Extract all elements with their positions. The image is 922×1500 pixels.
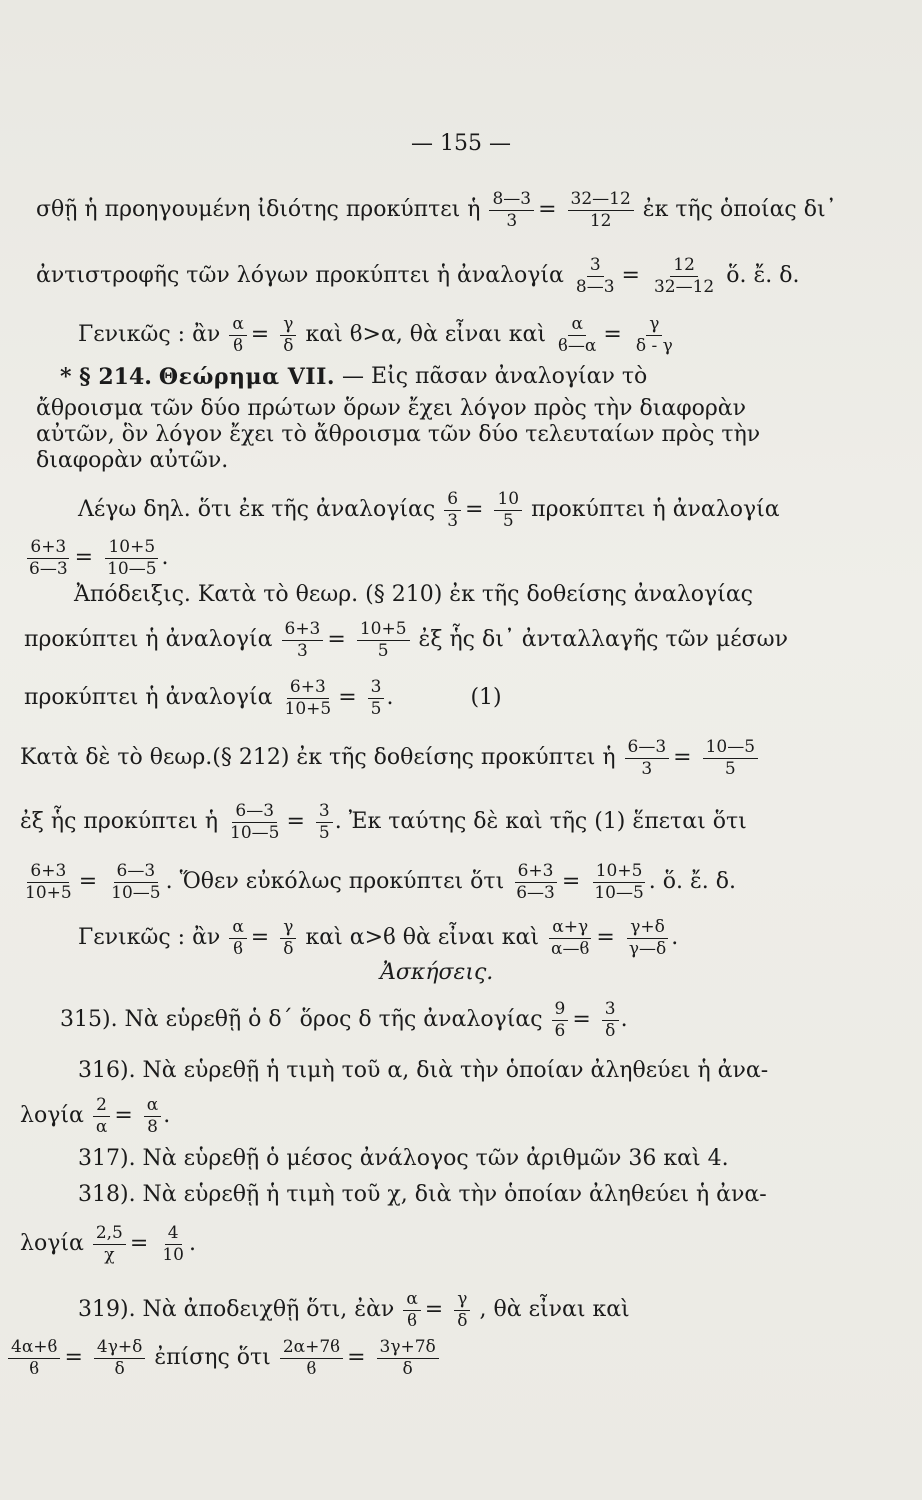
exercise-318: 318). Νὰ εὑρεθῇ ἡ τιμὴ τοῦ χ, διὰ τὴν ὁποίαν ἀληθεύει ἡ ἀνα-	[78, 1182, 767, 1207]
fraction: $\frac{3}{5}$	[368, 678, 385, 718]
text-line-11: προκύπτει ἡ ἀναλογία $\frac{6+3}{3}$ = $\frac{10+5}{5}$ ἐξ ἧς δι᾿ ἀνταλλαγῆς τῶν μέσων	[24, 619, 788, 661]
line-text: Ὅθεν εὐκόλως προκύπτει ὅτι	[179, 869, 505, 895]
line-text: λογία	[20, 1103, 84, 1129]
line-text: σθῇ ἡ προηγουμένη ἰδιότης προκύπτει ἡ	[36, 197, 481, 223]
fraction: $\frac{6—3}{10—5}$	[230, 801, 280, 843]
text-line-15: $\frac{6+3}{10+5}$ = $\frac{6—3}{10—5}$ . Ὅθεν εὐκόλως προκύπτει ὅτι $\frac{6+3}{6—3}$ = $\frac{10+5}{10—5}$ . ὅ. ἔ. δ.	[20, 862, 916, 902]
line-text: ἐπίσης ὅτι	[154, 1345, 271, 1371]
fraction: $\frac{10+5}{5}$	[357, 620, 410, 660]
line-text: ἀντιστροφῆς τῶν λόγων προκύπτει ἡ ἀναλογία	[36, 263, 564, 289]
line-text: Γενικῶς : ἂν	[78, 925, 221, 951]
fraction: $\frac{6+3}{6—3}$	[516, 861, 555, 903]
line-text: προκύπτει ἡ ἀναλογία	[24, 685, 273, 711]
line-text: καὶ ϐ>α, θὰ εἶναι καὶ	[305, 322, 547, 348]
fraction: $\frac{10+5}{10—5}$	[107, 537, 157, 579]
exercises-heading: Ἀσκήσεις.	[380, 960, 494, 985]
text-line-2: ἀντιστροφῆς τῶν λόγων προκύπτει ἡ ἀναλογία $\frac{3}{8—3}$ = $\frac{12}{32—12}$ ὅ. ἔ. δ.	[36, 255, 800, 297]
fraction: $\frac{3}{\delta}$	[602, 1000, 619, 1040]
line-text: Γενικῶς : ἂν	[78, 322, 221, 348]
line-text: καὶ α>ϐ θὰ εἶναι καὶ	[305, 925, 540, 951]
fraction: $\frac{\alpha}{ϐ}$	[403, 1290, 420, 1330]
fraction: $\frac{3}{5}$	[316, 802, 333, 842]
fraction: $\frac{\alpha}{ϐ}$	[229, 918, 246, 958]
fraction: $\frac{12}{32—12}$	[653, 255, 715, 297]
theorem-heading	[60, 366, 920, 388]
text-line-6: αὐτῶν, ὃν λόγον ἔχει τὸ ἄθροισμα τῶν δύο τελευταίων πρὸς τὴν	[36, 422, 761, 447]
fraction: $\frac{8—3}{3}$	[489, 190, 534, 230]
fraction: $\frac{10+5}{10—5}$	[594, 861, 644, 903]
fraction: $\frac{\gamma}{\delta - \gamma}$	[635, 314, 673, 356]
fraction: $\frac{3}{8—3}$	[575, 255, 615, 297]
exercise-315: 315). Νὰ εὑρεθῇ ὁ δ΄ ὅρος δ τῆς ἀναλογίας $\frac{9}{6}$ = $\frac{3}{\delta}$ .	[60, 999, 628, 1041]
section-number: * § 214.	[60, 364, 152, 390]
line-text: προκύπτει ἡ ἀναλογία	[531, 497, 780, 523]
fraction: $\frac{32—12}{12}$	[568, 190, 634, 230]
line-text: Κατὰ δὲ τὸ θεωρ.(§ 212) ἐκ τῆς δοθείσης προκύπτει ἡ	[20, 745, 616, 771]
text-line-9: $\frac{6+3}{6—3}$ = $\frac{10+5}{10—5}$ .	[24, 538, 324, 578]
line-text: λογία	[20, 1231, 84, 1257]
text-line-3: Γενικῶς : ἂν $\frac{\alpha}{ϐ}$ = $\frac{\gamma}{\delta}$ καὶ ϐ>α, θὰ εἶναι καὶ $\frac{\alpha}{ϐ—\alpha}$ = $\frac{\gamma}{\delta - \gamma}$	[78, 315, 918, 355]
text-line-16: Γενικῶς : ἂν $\frac{\alpha}{ϐ}$ = $\frac{\gamma}{\delta}$ καὶ α>ϐ θὰ εἶναι καὶ $\frac{\alpha+\gamma}{\alpha—ϐ}$ = $\frac{\gamma+\delta}{\gamma—\delta}$ .	[78, 917, 679, 959]
fraction: $\frac{\alpha}{8}$	[144, 1096, 161, 1136]
fraction: $\frac{2\alpha+7ϐ}{ϐ}$	[280, 1338, 343, 1378]
fraction: $\frac{\gamma+\delta}{\gamma—\delta}$	[628, 917, 667, 959]
equation-number: (1)	[470, 685, 502, 711]
line-text: ἐκ τῆς ὁποίας δι᾿	[642, 197, 837, 223]
fraction: $\frac{10—5}{5}$	[703, 738, 758, 778]
fraction: $\frac{2,5}{\chi}$	[93, 1224, 126, 1264]
line-text: — Εἰς πᾶσαν ἀναλογίαν τὸ	[342, 364, 648, 389]
text-line-23: λογία $\frac{2,5}{\chi}$ = $\frac{4}{10}$ .	[20, 1223, 196, 1265]
line-text: , θὰ εἶναι καὶ	[479, 1297, 630, 1323]
line-text: Λέγω δηλ. ὅτι ἐκ τῆς ἀναλογίας	[78, 497, 436, 523]
fraction: $\frac{10}{5}$	[494, 490, 522, 530]
fraction: $\frac{\gamma}{\delta}$	[280, 918, 296, 958]
exercise-316: 316). Νὰ εὑρεθῇ ἡ τιμὴ τοῦ α, διὰ τὴν ὁποίαν ἀληθεύει ἡ ἀνα-	[78, 1058, 769, 1083]
fraction: $\frac{3\gamma+7\delta}{\delta}$	[377, 1338, 439, 1378]
line-text: προκύπτει ἡ ἀναλογία	[24, 627, 273, 653]
fraction: $\frac{6—3}{10—5}$	[111, 861, 161, 903]
fraction: $\frac{6+3}{10+5}$	[284, 677, 332, 719]
fraction: $\frac{2}{\alpha}$	[93, 1096, 110, 1136]
text-line-8: Λέγω δηλ. ὅτι ἐκ τῆς ἀναλογίας $\frac{6}{3}$ = $\frac{10}{5}$ προκύπτει ἡ ἀναλογία	[78, 489, 780, 531]
fraction: $\frac{6+3}{10+5}$	[25, 861, 72, 903]
fraction: $\frac{6+3}{3}$	[282, 620, 324, 660]
fraction: $\frac{\gamma}{\delta}$	[280, 315, 296, 355]
text-line-13: Κατὰ δὲ τὸ θεωρ.(§ 212) ἐκ τῆς δοθείσης προκύπτει ἡ $\frac{6—3}{3}$ = $\frac{10—5}{5}$	[20, 738, 916, 778]
fraction: $\frac{9}{6}$	[552, 1000, 569, 1040]
fraction: $\frac{\gamma}{\delta}$	[454, 1290, 470, 1330]
exercise-319: 319). Νὰ ἀποδειχθῇ ὅτι, ἐὰν $\frac{\alpha}{ϐ}$ = $\frac{\gamma}{\delta}$ , θὰ εἶναι καὶ	[78, 1289, 630, 1331]
text-line-20: λογία $\frac{2}{\alpha}$ = $\frac{\alpha}{8}$ .	[20, 1095, 171, 1137]
fraction: $\frac{6+3}{6—3}$	[29, 537, 68, 579]
fraction: $\frac{4\gamma+\delta}{\delta}$	[94, 1338, 145, 1378]
line-text: ὅ. ἔ. δ.	[726, 263, 800, 289]
fraction: $\frac{\alpha}{ϐ—\alpha}$	[558, 314, 597, 356]
page-number: — 155 —	[411, 131, 511, 156]
line-text: 315). Νὰ εὑρεθῇ ὁ δ΄ ὅρος δ τῆς ἀναλογίας	[60, 1007, 543, 1033]
text-line-7: διαφορὰν αὐτῶν.	[36, 448, 229, 473]
line-text: 319). Νὰ ἀποδειχθῇ ὅτι, ἐὰν	[78, 1297, 395, 1323]
text-line-14: ἐξ ἧς προκύπτει ἡ $\frac{6—3}{10—5}$ = $\frac{3}{5}$ . Ἐκ ταύτης δὲ καὶ τῆς (1) ἕπεται ὅτι	[20, 801, 747, 843]
exercise-317: 317). Νὰ εὑρεθῇ ὁ μέσος ἀνάλογος τῶν ἀριθμῶν 36 καὶ 4.	[78, 1146, 729, 1171]
text-line-12: προκύπτει ἡ ἀναλογία $\frac{6+3}{10+5}$ = $\frac{3}{5}$ . (1)	[24, 677, 502, 719]
text-line-10: Ἀπόδειξις. Κατὰ τὸ θεωρ. (§ 210) ἐκ τῆς δοθείσης ἀναλογίας	[74, 582, 753, 607]
fraction: $\frac{4}{10}$	[162, 1223, 184, 1265]
line-text: ἐξ ἧς προκύπτει ἡ	[20, 809, 218, 835]
text-line-25: $\frac{4\alpha+ϐ}{ϐ}$ = $\frac{4\gamma+\delta}{\delta}$ ἐπίσης ὅτι $\frac{2\alpha+7ϐ}{ϐ}$ = $\frac{3\gamma+7\delta}{\delta}$	[6, 1338, 706, 1378]
fraction: $\frac{\alpha+\gamma}{\alpha—ϐ}$	[551, 917, 590, 959]
line-text: ὅ. ἔ. δ.	[662, 869, 737, 895]
fraction: $\frac{6}{3}$	[444, 490, 461, 530]
fraction: $\frac{6—3}{3}$	[625, 738, 670, 778]
text-line-1: σθῇ ἡ προηγουμένη ἰδιότης προκύπτει ἡ $\frac{8—3}{3}$ = $\frac{32—12}{12}$ ἐκ τῆς ὁποίας δι᾿	[36, 189, 837, 231]
theorem-title: Θεώρημα VII.	[158, 364, 336, 390]
line-text: ἐξ ἧς δι᾿ ἀνταλλαγῆς τῶν μέσων	[418, 627, 788, 653]
line-text: Ἐκ ταύτης δὲ καὶ τῆς (1) ἕπεται ὅτι	[348, 809, 747, 835]
fraction: $\frac{\alpha}{ϐ}$	[229, 315, 246, 355]
fraction: $\frac{4\alpha+ϐ}{ϐ}$	[8, 1338, 60, 1378]
text-line-5: ἄθροισμα τῶν δύο πρώτων ὅρων ἔχει λόγον πρὸς τὴν διαφορὰν	[36, 396, 747, 421]
